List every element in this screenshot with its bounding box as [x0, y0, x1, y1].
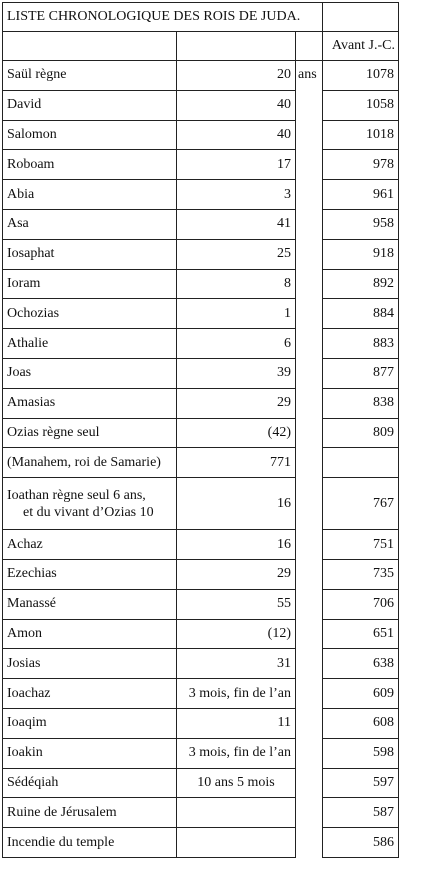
year-bc: 706 — [323, 589, 399, 619]
king-name-line2: et du vivant d’Ozias 10 — [23, 504, 154, 520]
year-bc: 598 — [323, 738, 399, 768]
table-row — [3, 120, 399, 150]
king-name: Sédéqiah — [3, 768, 177, 798]
reign-duration: 55 — [177, 589, 296, 619]
king-name: Ozias règne seul — [3, 418, 177, 448]
king-name: David — [3, 90, 177, 120]
reign-duration: 3 mois, fin de l’an — [177, 679, 296, 709]
year-bc: 587 — [323, 798, 399, 828]
year-bc: 608 — [323, 708, 399, 738]
king-name — [3, 478, 177, 530]
table-row — [3, 679, 399, 709]
table-row — [3, 478, 399, 530]
reign-duration: (42) — [177, 418, 296, 448]
year-bc: 609 — [323, 679, 399, 709]
year-bc: 961 — [323, 180, 399, 210]
year-bc: 877 — [323, 358, 399, 388]
table-row — [3, 209, 399, 239]
king-name: Iosaphat — [3, 239, 177, 269]
reign-duration: 11 — [177, 708, 296, 738]
king-name: Ioram — [3, 269, 177, 299]
reign-duration: 20 — [177, 61, 296, 91]
year-bc — [323, 448, 399, 478]
table-row — [3, 239, 399, 269]
year-bc: 892 — [323, 269, 399, 299]
table-row — [3, 180, 399, 210]
king-name: Saül règne — [3, 61, 177, 91]
table-row — [3, 150, 399, 180]
unit-label: ans — [296, 61, 323, 858]
year-bc: 1018 — [323, 120, 399, 150]
reign-duration: 3 mois, fin de l’an — [177, 738, 296, 768]
king-name: Ioachaz — [3, 679, 177, 709]
year-bc: 809 — [323, 418, 399, 448]
reign-duration: 40 — [177, 90, 296, 120]
reign-duration: 16 — [177, 530, 296, 560]
table-row — [3, 90, 399, 120]
title-empty-cell — [323, 3, 399, 32]
table-title: LISTE CHRONOLOGIQUE DES ROIS DE JUDA. — [3, 3, 323, 32]
king-name: Salomon — [3, 120, 177, 150]
year-bc: 1058 — [323, 90, 399, 120]
year-bc: 838 — [323, 388, 399, 418]
king-name: Ochozias — [3, 299, 177, 329]
table-row — [3, 589, 399, 619]
king-name: Asa — [3, 209, 177, 239]
reign-duration: 10 ans 5 mois — [177, 768, 296, 798]
year-bc: 958 — [323, 209, 399, 239]
reign-duration — [177, 798, 296, 828]
king-name: Abia — [3, 180, 177, 210]
year-bc: 884 — [323, 299, 399, 329]
header-name-cell — [3, 32, 177, 61]
header-row — [3, 32, 399, 61]
reign-duration: 17 — [177, 150, 296, 180]
reign-duration: 1 — [177, 299, 296, 329]
table-row — [3, 329, 399, 359]
king-name: Incendie du temple — [3, 828, 177, 858]
table-row — [3, 649, 399, 679]
king-name-line1: Ioathan règne seul 6 ans, — [7, 487, 146, 503]
table-row — [3, 738, 399, 768]
king-name: Josias — [3, 649, 177, 679]
table-row — [3, 358, 399, 388]
year-bc: 735 — [323, 559, 399, 589]
king-name: Amon — [3, 619, 177, 649]
table-row — [3, 61, 399, 91]
year-bc: 767 — [323, 478, 399, 530]
king-name: Roboam — [3, 150, 177, 180]
king-name: Ruine de Jérusalem — [3, 798, 177, 828]
year-bc: 883 — [323, 329, 399, 359]
reign-duration: 3 — [177, 180, 296, 210]
king-name: Manassé — [3, 589, 177, 619]
reign-duration: 6 — [177, 329, 296, 359]
king-name: Joas — [3, 358, 177, 388]
table-row — [3, 768, 399, 798]
header-duration-cell — [177, 32, 296, 61]
year-bc: 751 — [323, 530, 399, 560]
king-name: Achaz — [3, 530, 177, 560]
table-row — [3, 388, 399, 418]
reign-duration: 8 — [177, 269, 296, 299]
year-bc: 978 — [323, 150, 399, 180]
year-bc: 638 — [323, 649, 399, 679]
table-row — [3, 448, 399, 478]
table-row — [3, 299, 399, 329]
header-year: Avant J.-C. — [323, 32, 399, 61]
table-row — [3, 828, 399, 858]
reign-duration: 31 — [177, 649, 296, 679]
year-bc: 651 — [323, 619, 399, 649]
king-name: (Manahem, roi de Samarie) — [3, 448, 177, 478]
year-bc: 597 — [323, 768, 399, 798]
king-name: Athalie — [3, 329, 177, 359]
king-name: Amasias — [3, 388, 177, 418]
reign-duration: 40 — [177, 120, 296, 150]
year-bc: 918 — [323, 239, 399, 269]
king-name: Ezechias — [3, 559, 177, 589]
king-name: Ioaqim — [3, 708, 177, 738]
header-unit-cell — [296, 32, 323, 61]
reign-duration: 771 — [177, 448, 296, 478]
table-row — [3, 530, 399, 560]
table-row — [3, 418, 399, 448]
table-row — [3, 708, 399, 738]
reign-duration: 25 — [177, 239, 296, 269]
title-row — [3, 3, 399, 32]
reign-duration: 16 — [177, 478, 296, 530]
reign-duration: 29 — [177, 388, 296, 418]
table-row — [3, 619, 399, 649]
kings-table — [2, 2, 399, 858]
reign-duration: (12) — [177, 619, 296, 649]
king-name: Ioakin — [3, 738, 177, 768]
year-bc: 1078 — [323, 61, 399, 91]
reign-duration — [177, 828, 296, 858]
reign-duration: 29 — [177, 559, 296, 589]
table-row — [3, 559, 399, 589]
table-row — [3, 798, 399, 828]
year-bc: 586 — [323, 828, 399, 858]
table-row — [3, 269, 399, 299]
reign-duration: 41 — [177, 209, 296, 239]
reign-duration: 39 — [177, 358, 296, 388]
